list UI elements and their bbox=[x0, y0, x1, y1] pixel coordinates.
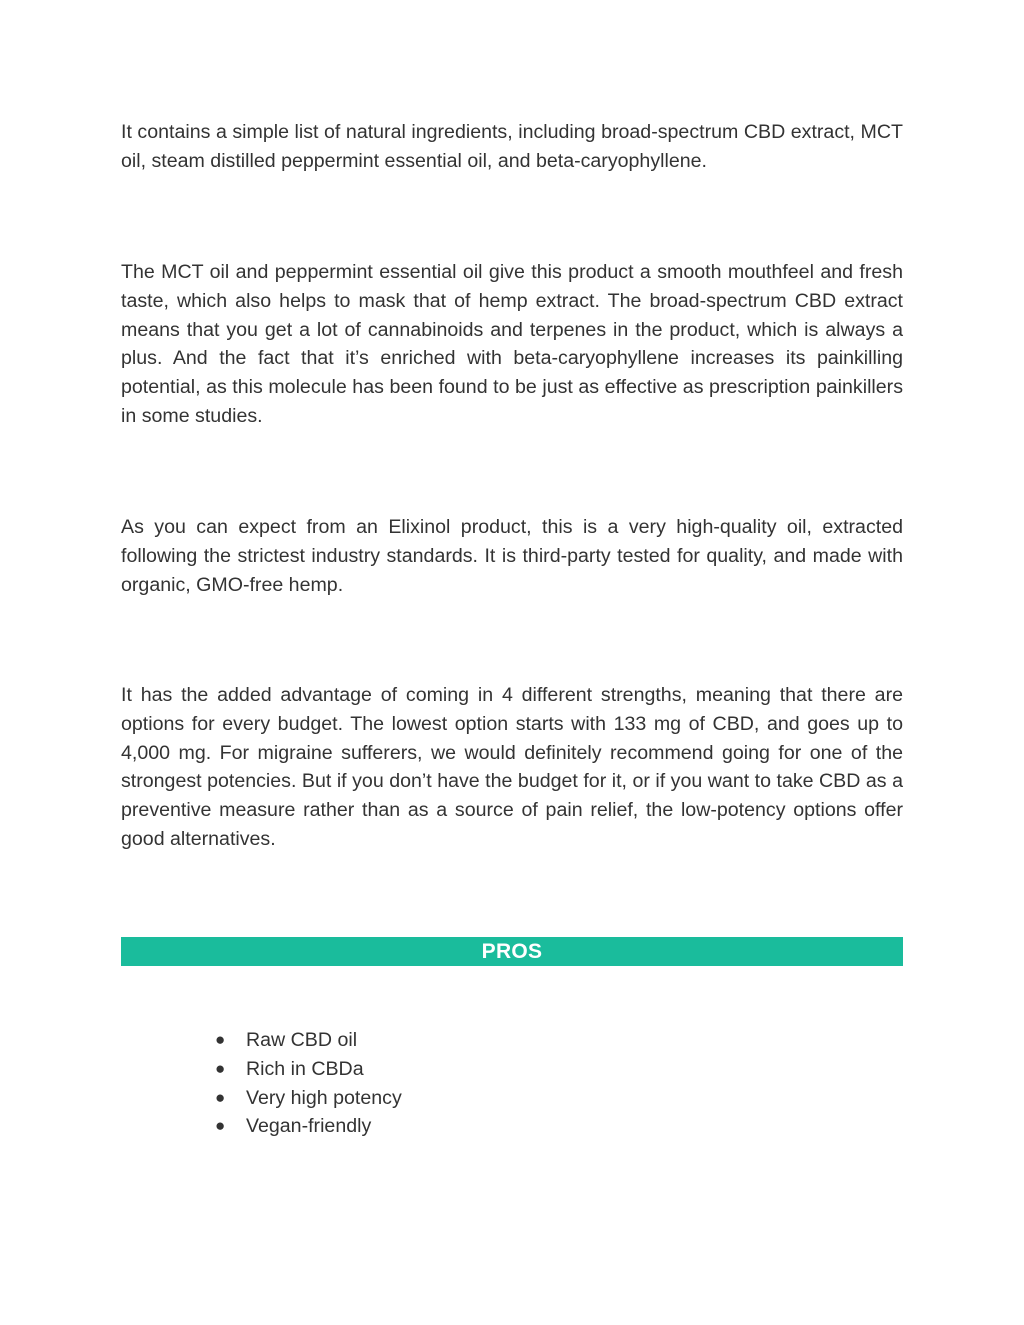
pros-title: PROS bbox=[481, 939, 543, 963]
bullet-icon: ● bbox=[215, 1087, 226, 1107]
pros-item-label: Raw CBD oil bbox=[246, 1029, 358, 1051]
pros-item-label: Very high potency bbox=[246, 1086, 402, 1109]
pros-item-label: Vegan-friendly bbox=[246, 1115, 372, 1138]
paragraph-ingredients: It contains a simple list of natural ingredients, including broad-spectrum CBD extract, MCT oil, steam distilled peppermint essential oil, and beta-caryophyllene. bbox=[121, 121, 903, 172]
paragraph-mouthfeel: The MCT oil and peppermint essential oil give this product a smooth mouthfeel and fresh taste, which also helps to mask that of hemp extract. The broad-spectrum CBD extract means that you get a lot of cannabinoids and terpenes in the product, which is always a plus. And the fact that it’s enriched with beta-caryophyllene increases its painkilling potential, as this molecule has been found to be just as effective as prescription painkillers in some studies. bbox=[121, 261, 903, 427]
bullet-icon: ● bbox=[215, 1030, 226, 1049]
list-item bbox=[215, 1026, 402, 1055]
bullet-icon: ● bbox=[215, 1058, 226, 1078]
pros-header-bar bbox=[121, 937, 903, 966]
bullet-icon: ● bbox=[215, 1116, 226, 1136]
pros-item-label: Rich in CBDa bbox=[246, 1057, 364, 1080]
list-item bbox=[215, 1055, 402, 1084]
list-item bbox=[215, 1084, 402, 1113]
paragraph-strengths: It has the added advantage of coming in 4 different strengths, meaning that there are options for every budget. The lowest option starts with 133 mg of CBD, and goes up to 4,000 mg. For migraine sufferers, we would definitely recommend going for one of the strongest potencies. But if you don’t have the budget for it, or if you want to take CBD as a preventive measure rather than as a source of pain relief, the low-potency options offer good alternatives. bbox=[121, 684, 903, 850]
paragraph-quality: As you can expect from an Elixinol product, this is a very high-quality oil, extracted following the strictest industry standards. It is third-party tested for quality, and made with organic, GMO-free hemp. bbox=[121, 516, 903, 596]
list-item bbox=[215, 1112, 402, 1141]
pros-list bbox=[215, 1026, 402, 1141]
